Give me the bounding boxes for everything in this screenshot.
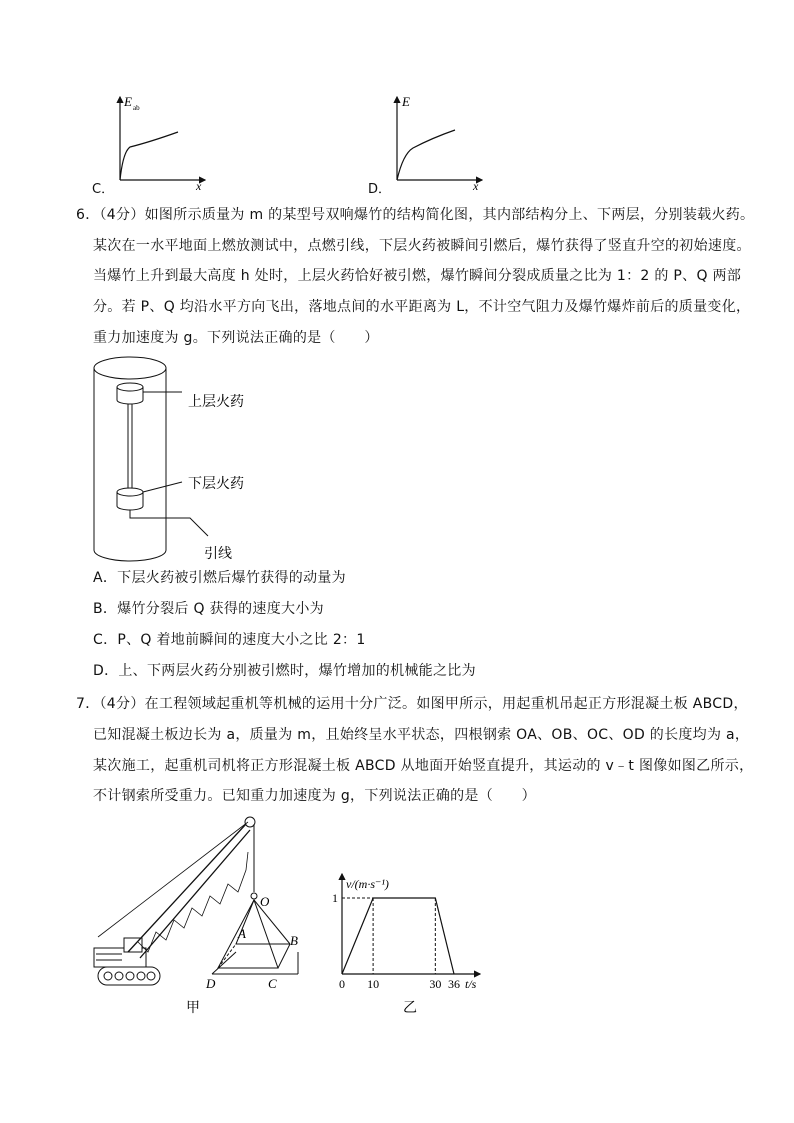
option-c-label: C． xyxy=(92,182,115,197)
svg-text:A: A xyxy=(238,926,246,941)
svg-text:B: B xyxy=(290,933,298,948)
caption-yi: 乙 xyxy=(403,1000,417,1016)
ylabel-d: E xyxy=(402,94,410,109)
q7-line-3: 某次施工，起重机司机将正方形混凝土板 ABCD 从地面开始竖直提升，其运动的 v﹣t 图像如图乙所示， xyxy=(93,758,754,774)
vt-series-line xyxy=(342,898,454,974)
firecracker-figure xyxy=(90,352,290,567)
q7-line-1: 7．（4分）在工程领域起重机等机械的运用十分广泛。如图甲所示，用起重机吊起正方形混凝土板 ABCD， xyxy=(76,696,748,712)
vt-xlabel: t/s xyxy=(465,977,477,991)
option-c-graph xyxy=(90,92,210,192)
svg-text:x: x xyxy=(196,179,202,192)
vt-xtick: 10 xyxy=(367,977,380,991)
svg-text:O: O xyxy=(260,894,270,909)
label-lower-charge: 下层火药 xyxy=(188,477,244,492)
vt-xtick: 36 xyxy=(448,977,460,991)
q6-line-3: 当爆竹上升到最大高度 h 处时，上层火药恰好被引燃，爆竹瞬间分裂成质量之比为 1：2 的 P、Q 两部 xyxy=(93,268,742,284)
q6-line-1: 6．（4分）如图所示质量为 m 的某型号双响爆竹的结构简化图，其内部结构分上、下两层，分别装载火药。 xyxy=(76,207,755,223)
q7-line-4: 不计钢索所受重力。已知重力加速度为 g，下列说法正确的是（ ） xyxy=(93,788,536,804)
label-fuse: 引线 xyxy=(204,547,232,562)
ylabel-c: E xyxy=(124,94,132,109)
q6-line-4: 分。若 P、Q 均沿水平方向飞出，落地点间的水平距离为 L，不计空气阻力及爆竹爆炸前后的质量变化， xyxy=(93,299,751,315)
q6-option-c: C．P、Q 着地前瞬间的速度大小之比 2：1 xyxy=(93,632,366,648)
q6-line-2: 某次在一水平地面上燃放测试中，点燃引线，下层火药被瞬间引燃后，爆竹获得了竖直升空的初始速度。 xyxy=(93,238,751,254)
q6-line-5: 重力加速度为 g。下列说法正确的是（ ） xyxy=(93,330,379,346)
vt-xtick: 0 xyxy=(339,977,345,991)
svg-text:C: C xyxy=(268,976,277,991)
q7-line-2: 已知混凝土板边长为 a，质量为 m，且始终呈水平状态，四根钢索 OA、OB、OC、OD 的长度均为 a， xyxy=(93,727,750,743)
svg-text:ab: ab xyxy=(133,104,140,112)
caption-jia: 甲 xyxy=(186,1000,200,1016)
vt-ylabel: v/(m·s⁻¹) xyxy=(346,877,389,891)
svg-text:D: D xyxy=(206,976,216,991)
svg-text:x: x xyxy=(473,179,479,192)
vt-graph xyxy=(318,870,498,1020)
label-upper-charge: 上层火药 xyxy=(188,395,244,410)
crane-figure xyxy=(88,812,318,1022)
vt-ytick: 1 xyxy=(332,891,338,905)
q6-option-a: A．下层火药被引燃后爆竹获得的动量为 xyxy=(93,570,346,586)
q6-option-b: B．爆竹分裂后 Q 获得的速度大小为 xyxy=(93,601,324,617)
vt-xtick: 30 xyxy=(429,977,442,991)
option-d-label: D． xyxy=(368,182,392,197)
q6-option-d: D．上、下两层火药分别被引燃时，爆竹增加的机械能之比为 xyxy=(93,663,476,679)
option-d-graph xyxy=(367,92,487,192)
